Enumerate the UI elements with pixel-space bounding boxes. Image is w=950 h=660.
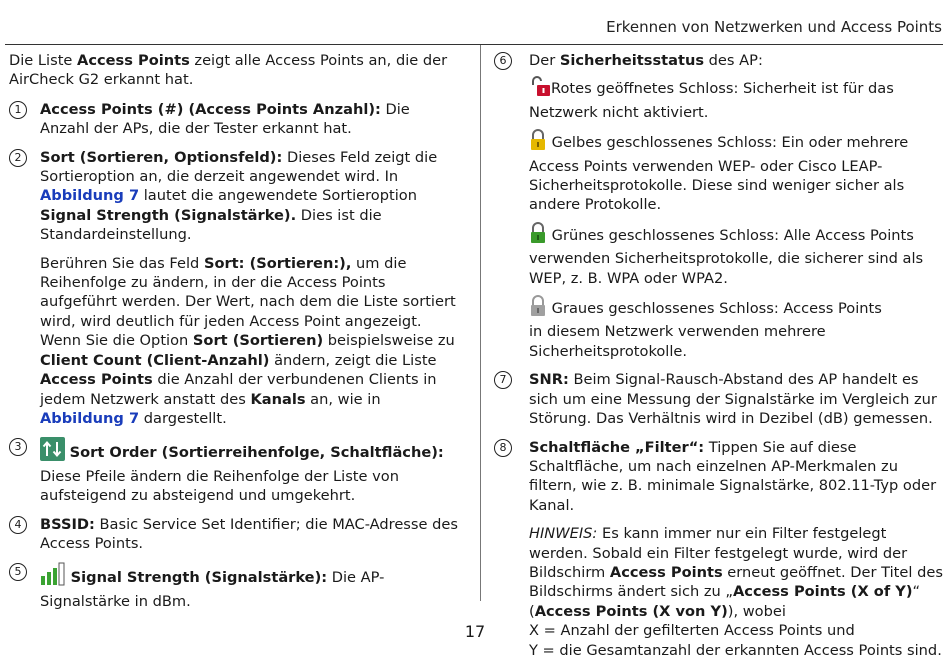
figure-link[interactable]: Abbildung 7: [40, 409, 140, 427]
item-2: 2 Sort (Sortieren, Optionsfeld): Dieses Feld zeigt die Sortieroption an, die derzeit angewendet wird. In Abbildung 7 lautet die angewendete Sortieroption Signal Strength (Signalstärke). Dies ist die Standardeinstellung. Berühren Sie das Feld Sort: (Sortieren:), um die Reihenfolge zu ändern, in der die Access Points aufgeführt werden. Der Wert, nach dem die Liste sortiert wird, wird deutlich für jeden Access Point angezeigt. Wenn Sie die Option Sort (Sortieren) beispielsweise zu Client Count (Client-Anzahl) ändern, zeigt die Liste Access Points die Anzahl der verbundenen Clients in jedem Netzwerk anstatt des Kanals an, wie in Abbildung 7 dargestellt.: [9, 148, 459, 429]
item-7: 7 SNR: Beim Signal-Rausch-Abstand des AP handelt es sich um eine Messung der Signalstärke im Vergleich zur Störung. Das Verhältnis wird in Dezibel (dB) gemessen.: [494, 370, 946, 428]
item-1: 1 Access Points (#) (Access Points Anzahl): Die Anzahl der APs, die der Tester erkannt hat.: [9, 100, 459, 139]
lock-yellow-entry: Gelbes geschlossenes Schloss: Ein oder mehrere Access Points verwenden WEP- oder Cisco LEAP-Sicherheitsprotokolle. Diese sind weniger sicher als andere Protokolle.: [529, 129, 946, 215]
item-8: 8 Schaltfläche „Filter“: Tippen Sie auf diese Schaltfläche, um nach einzelnen AP-Merkmalen zu filtern, wie z. B. minimale Signalstärke, 802.11-Typ oder Kanal. HINWEIS: Es kann immer nur ein Filter festgelegt werden. Sobald ein Filter festgelegt wurde, wird der Bildschirm Access Points erneut geöffnet. Der Titel des Bildschirms ändert sich zu „Access Points (X of Y)“ (Access Points (X von Y)), wobei X = Anzahl der gefilterten Access Points und Y = die Gesamtanzahl der erkannten Access Points sind.: [494, 438, 946, 660]
callout-number: 8: [494, 439, 512, 457]
callout-number: 2: [9, 149, 27, 167]
page-header: Erkennen von Netzwerken und Access Points: [606, 18, 942, 36]
sort-order-icon: [40, 437, 65, 466]
left-column: [9, 50, 459, 611]
page-number: 17: [464, 622, 486, 641]
item-4: 4 BSSID: Basic Service Set Identifier; die MAC-Adresse des Access Points.: [9, 515, 459, 554]
callout-number: 1: [9, 101, 27, 119]
right-column: [494, 50, 946, 660]
callout-number: 3: [9, 438, 27, 456]
lock-gray-entry: Graues geschlossenes Schloss: Access Points in diesem Netzwerk verwenden mehrere Sicherheitsprotokolle.: [529, 295, 946, 361]
column-divider: [480, 45, 481, 601]
note-paragraph: HINWEIS: Es kann immer nur ein Filter festgelegt werden. Sobald ein Filter festgelegt wurde, wird der Bildschirm Access Points erneut geöffnet. Der Titel des Bildschirms ändert sich zu „Access Points (X of Y)“ (Access Points (X von Y)), wobei X = Anzahl der gefilterten Access Points und Y = die Gesamtanzahl der erkannten Access Points sind.: [529, 525, 943, 659]
lock-green-entry: Grünes geschlossenes Schloss: Alle Access Points verwenden Sicherheitsprotokolle, die sicherer sind als WEP, z. B. WPA oder WPA2.: [529, 222, 946, 288]
header-rule: [5, 44, 943, 45]
callout-number: 4: [9, 516, 27, 534]
red-open-lock-icon: [529, 75, 551, 102]
lock-red-entry: Rotes geöffnetes Schloss: Sicherheit ist für das Netzwerk nicht aktiviert.: [529, 75, 946, 122]
note-label: HINWEIS:: [529, 525, 598, 543]
callout-number: 6: [494, 52, 512, 70]
item-5: 5 Signal Strength (Signalstärke): Die AP-Signalstärke in dBm.: [9, 562, 459, 611]
gray-closed-lock-icon: [529, 295, 547, 322]
callout-number: 5: [9, 563, 27, 581]
item-6: 6 Der Sicherheitsstatus des AP: Rotes geöffnetes Schloss: Sicherheit ist für das Netzwerk nicht aktiviert. Gelbes geschlossenes Schloss: Ein oder mehrere Access Points verwenden WEP- oder Cisco LEAP-Sicherheitsprotokolle. Diese sind weniger sicher als andere Protokolle. Grünes geschlossenes Schloss: Alle Access Points verwenden Sicherheitsprotokolle, die sicherer sind als WEP, z. B. WPA oder WPA2. Graues geschlossenes Schloss: Access Points in diesem Netzwerk verwenden mehrere Sicherheitsprotokolle.: [494, 51, 946, 361]
green-closed-lock-icon: [529, 222, 547, 249]
intro-paragraph: Die Liste Access Points zeigt alle Access Points an, die der AirCheck G2 erkannt hat.: [9, 52, 448, 89]
figure-link[interactable]: Abbildung 7: [40, 187, 140, 205]
signal-strength-icon: [40, 562, 66, 591]
callout-number: 7: [494, 371, 512, 389]
item-3: 3 Sort Order (Sortierreihenfolge, Schaltfläche): Diese Pfeile ändern die Reihenfolge der Liste von aufsteigend zu absteigend und umgekehrt.: [9, 437, 459, 505]
yellow-closed-lock-icon: [529, 129, 547, 156]
